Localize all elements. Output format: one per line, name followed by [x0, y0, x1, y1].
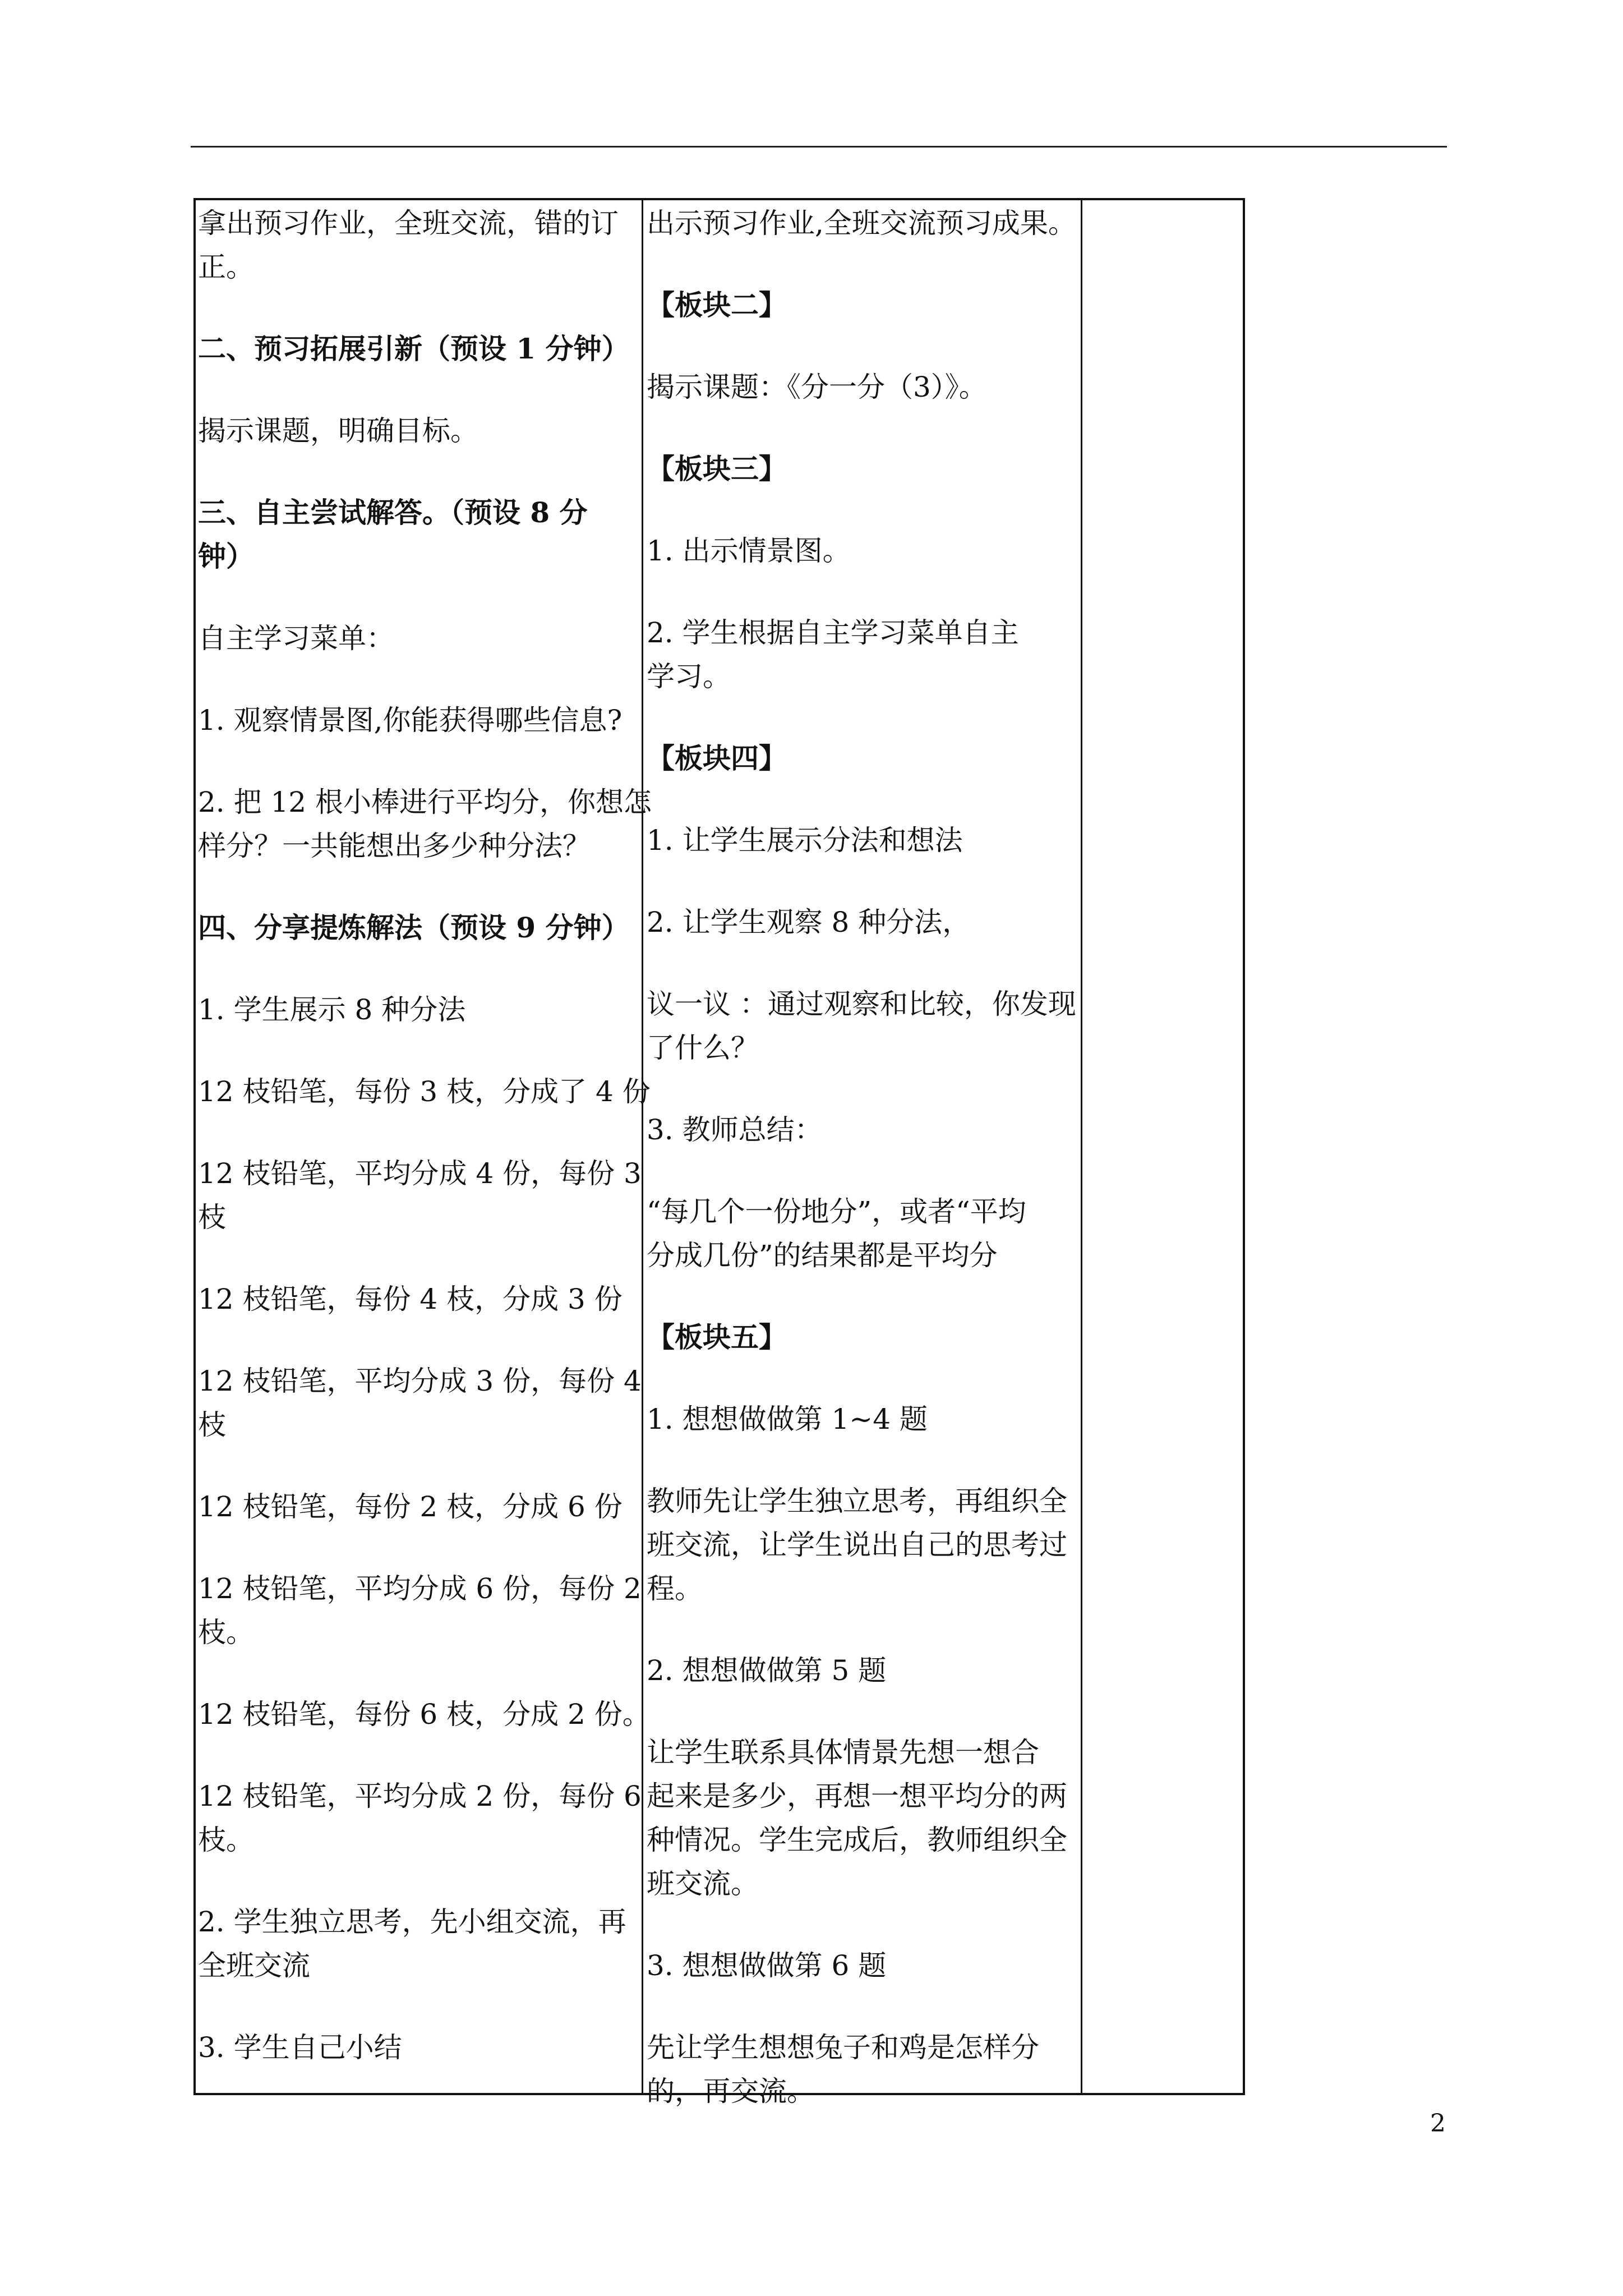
text-line: 2. 想想做做第 5 题: [647, 1654, 887, 1687]
text-line: 1. 观察情景图,你能获得哪些信息?: [198, 704, 623, 737]
text-line: 班交流，让学生说出自己的思考过: [647, 1529, 1067, 1561]
text-line: 揭示课题，明确目标。: [198, 415, 478, 447]
student-activity-column: [196, 200, 652, 2093]
text-line: 班交流。: [647, 1867, 759, 1900]
text-line: 12 枝铅笔，每份 4 枝，分成 3 份: [198, 1283, 623, 1315]
text-line: 拿出预习作业，全班交流，错的订: [198, 207, 619, 240]
text-line: 3. 学生自己小结: [198, 2031, 402, 2064]
text-line: 分成几份”的结果都是平均分: [647, 1239, 998, 1272]
header-rule: [191, 146, 1447, 148]
section-heading: 【板块三】: [647, 452, 787, 485]
text-line: 12 枝铅笔，每份 3 枝，分成了 4 份: [198, 1075, 651, 1108]
text-line: 枝: [198, 1201, 226, 1234]
text-line: 12 枝铅笔，平均分成 4 份，每份 3: [198, 1157, 642, 1190]
text-line: 枝。: [198, 1616, 254, 1649]
text-line: 自主学习菜单：: [198, 622, 394, 655]
lesson-table: [193, 198, 1245, 2108]
text-line: 2. 让学生观察 8 种分法，: [647, 906, 971, 938]
text-line: 教师先让学生独立思考，再组织全: [647, 1485, 1067, 1517]
text-line: 学习。: [647, 660, 731, 693]
text-line: 12 枝铅笔，平均分成 6 份，每份 2: [198, 1572, 642, 1605]
text-line: 3. 教师总结：: [647, 1114, 823, 1146]
text-line: 种情况。学生完成后，教师组织全: [647, 1824, 1067, 1856]
text-line: 了什么？: [647, 1032, 759, 1064]
text-line: 全班交流: [198, 1949, 310, 1982]
text-line: 3. 想想做做第 6 题: [647, 1949, 887, 1982]
text-line: 1. 学生展示 8 种分法: [198, 993, 466, 1026]
notes-column: [1082, 200, 1245, 2093]
text-line: 12 枝铅笔，每份 6 枝，分成 2 份。: [198, 1698, 651, 1731]
text-line: 1. 让学生展示分法和想法: [647, 824, 963, 857]
text-line: 2. 学生独立思考，先小组交流，再: [198, 1906, 626, 1938]
text-line: 的，再交流。: [647, 2075, 815, 2108]
text-line: 议一议 ：通过观察和比较，你发现: [647, 988, 1076, 1020]
text-line: 12 枝铅笔，平均分成 3 份，每份 4: [198, 1365, 642, 1397]
text-line: “每几个一份地分”，或者“平均: [647, 1195, 1026, 1228]
text-line: 出示预习作业,全班交流预习成果。: [647, 207, 1076, 240]
text-line: 1. 想想做做第 1~4 题: [647, 1403, 928, 1435]
text-line: 起来是多少，再想一想平均分的两: [647, 1780, 1067, 1812]
text-line: 12 枝铅笔，每份 2 枝，分成 6 份: [198, 1490, 623, 1523]
section-heading: 【板块二】: [647, 288, 787, 321]
section-heading: 【板块四】: [647, 742, 787, 775]
section-heading: 钟）: [198, 540, 254, 573]
section-heading: 【板块五】: [647, 1320, 787, 1354]
text-line: 2. 学生根据自主学习菜单自主: [647, 616, 1019, 649]
text-line: 揭示课题：《分一分（3）》。: [647, 371, 987, 403]
text-line: 枝。: [198, 1824, 254, 1856]
teacher-activity-column: [643, 200, 1081, 2108]
section-heading: 三、自主尝试解答。（预设 8 分: [198, 496, 588, 529]
text-line: 2. 把 12 根小棒进行平均分，你想怎: [198, 786, 652, 818]
page-number: 2: [1430, 2109, 1446, 2138]
text-line: 12 枝铅笔，平均分成 2 份，每份 6: [198, 1780, 642, 1812]
text-line: 1. 出示情景图。: [647, 535, 851, 567]
section-heading: 四、分享提炼解法（预设 9 分钟）: [198, 911, 630, 944]
section-heading: 二、预习拓展引新（预设 1 分钟）: [198, 332, 630, 365]
text-line: 让学生联系具体情景先想一想合: [647, 1736, 1039, 1769]
text-line: 枝: [198, 1409, 226, 1441]
text-line: 程。: [647, 1572, 703, 1605]
text-line: 样分？一共能想出多少种分法？: [198, 830, 591, 862]
text-line: 先让学生想想兔子和鸡是怎样分: [647, 2031, 1039, 2064]
text-line: 正。: [198, 251, 254, 283]
